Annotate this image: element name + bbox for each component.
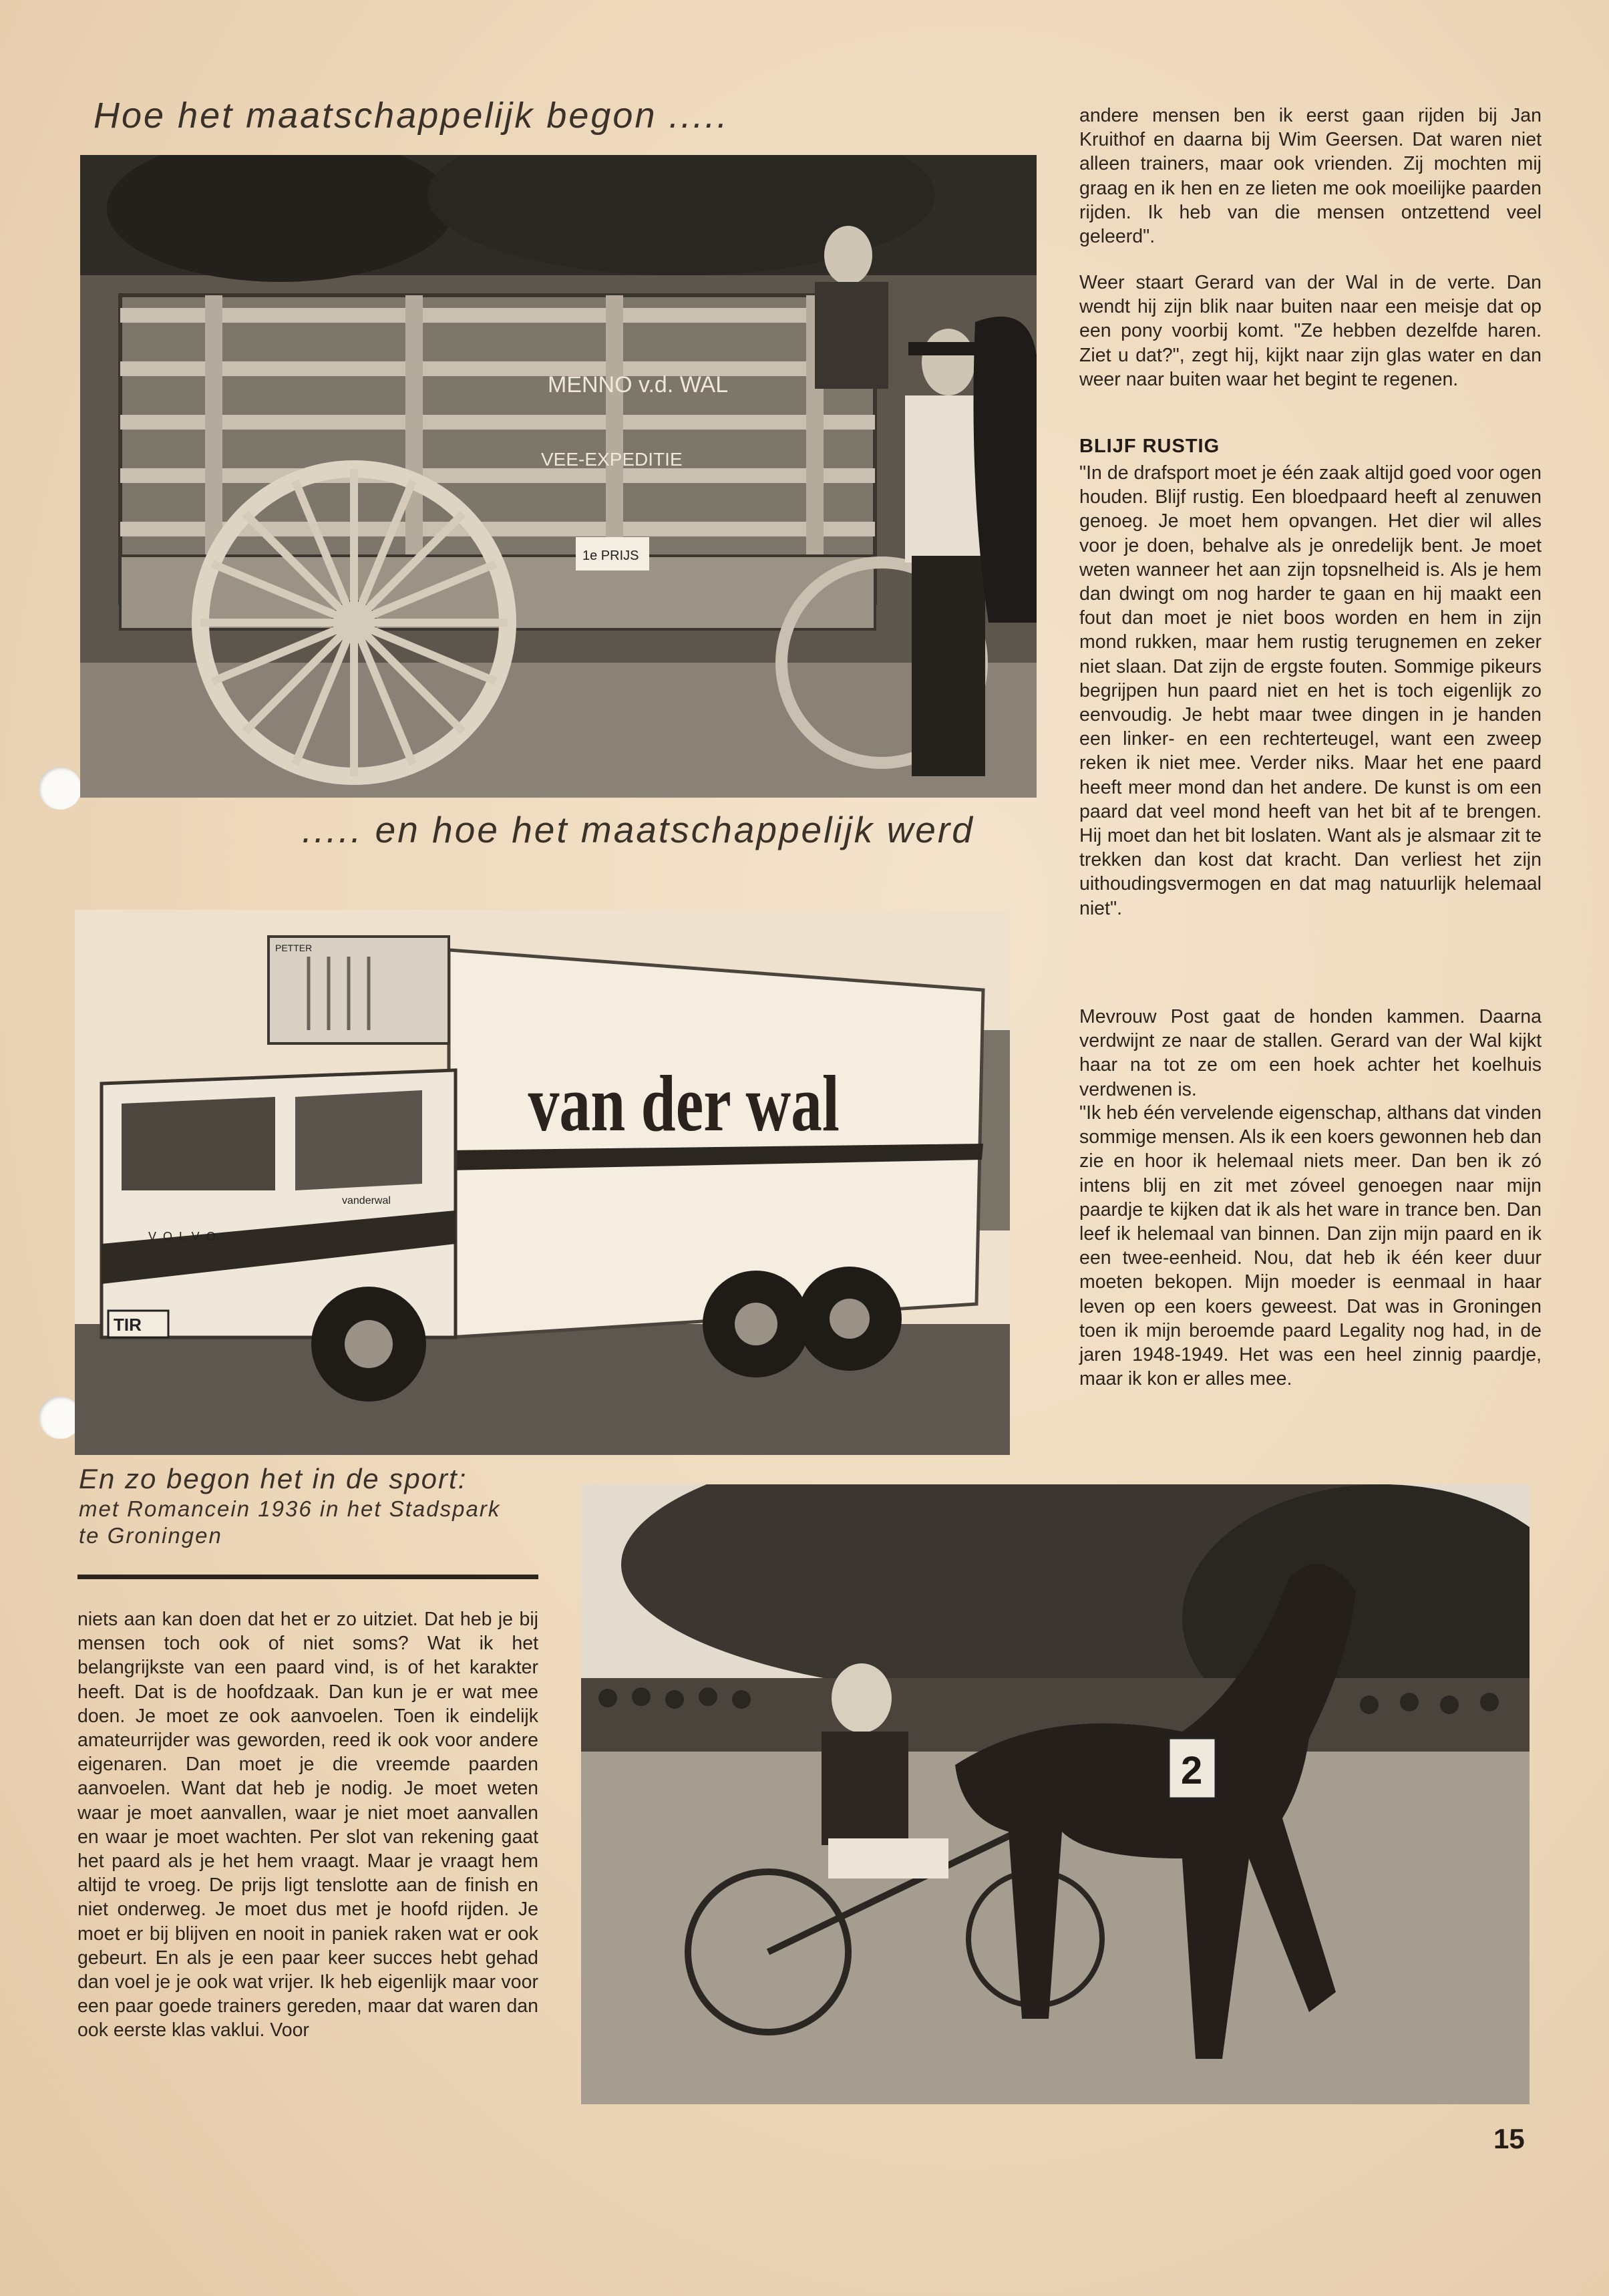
right-column-para1: andere mensen ben ik eerst gaan rijden bij Jan Kruithof en daarna bij Wim Geersen. Dat waren niet alleen trainers, maar ook vrienden. Zij mochten mij graag en ik hen en ze lieten me ook moeilijke paarden rijden. Ik heb van die mensen ontzettend veel geleerd". [1079,105,1542,248]
wagon-text-owner: MENNO v.d. WAL [548,372,729,397]
photo-cattle-wagon [80,155,1037,798]
wagon-prize-sign: 1e PRIJS [582,548,639,563]
unit-label: PETTER [275,943,313,953]
punch-hole-top [39,767,81,810]
page-number: 15 [1493,2123,1525,2154]
tir-badge: TIR [114,1315,142,1335]
right-column-para3: "In de drafsport moet je één zaak altijd goed voor ogen houden. Blijf rustig. Een bloedpaard heeft al zenuwen genoeg. Je moet hem opvangen. Het dier wil alles voor je doen, behalve als je onredelijk bent. Je moet weten wanneer het aan zijn topsnelheid is. Als je hem dan dwingt om nog harder te gaan en hij maakt een fout dan moet je niet boos worden en hem in zijn mond rukken, maar hem rustig terugnemen en zeker niet slaan. Dat zijn de ergste fouten. Sommige pikeurs begrijpen hun paard niet en het is toch eigenlijk zo eenvoudig. Je hebt maar twee dingen in je handen een linker- en een rechterteugel, want een zweep reken ik niet mee. Verder niks. Maar het ene paard heeft meer mond dan het andere. De kunst is om een paard dat veel mond heeft van het bit af te brengen. Hij moet dan het bit loslaten. Want als je alsmaar zit te trekken dan kost dat kracht. Dan verliest het zijn uithoudingsvermogen en dat mag natuurlijk helemaal niet". [1079,462,1542,919]
truck-brand-lettering: van der wal [528,1059,840,1148]
caption-rule [77,1575,538,1579]
cab-logo: vanderwal [342,1195,391,1206]
caption-top: Hoe het maatschappelijk begon ..... [94,96,729,136]
cab-brand: VOLVO [148,1230,222,1243]
caption-sport-line2: met Romancein 1936 in het Stadspark [79,1496,501,1521]
race-number: 2 [1181,1749,1203,1792]
caption-sport-line1: En zo begon het in de sport: [79,1463,468,1494]
right-column-para5: "Ik heb één vervelende eigenschap, althans dat vinden sommige mensen. Als ik een koers gewonnen heb dan zie en hoor ik helemaal niets meer. Dan ben ik zó intens blij en zit met zóveel genoegen naar mijn paardje te kijken dat ik als het ware in trance ben. Dan leef ik helemaal van binnen. Dan zijn mijn paard en ik een twee-eenheid. Nou, dat heb ik één keer duur moeten bekopen. Mijn moeder is eenmaal in haar leven op een koers geweest. Dat was in Groningen toen ik mijn beroemde paard Legality nog had, in de jaren 1948-1949. Het was een heel zinnig paardje, maar ik kon er alles mee. [1079,1102,1542,1390]
wagon-text-business: VEE-EXPEDITIE [541,449,683,470]
caption-sport-line3: te Groningen [79,1523,222,1548]
right-column-para2: Weer staart Gerard van der Wal in de verte. Dan wendt hij zijn blik naar buiten naar een meisje dat op een pony voorbij komt. "Ze hebben dezelfde haren. Ziet u dat?", zegt hij, kijkt naar zijn glas water en dan weer naar buiten waar het begint te regenen. [1079,272,1542,390]
section-heading-blijf-rustig: BLIJF RUSTIG [1079,436,1220,457]
photo-harness-race [581,1484,1530,2104]
caption-middle: ..... en hoe het maatschappelijk werd [302,809,974,850]
right-column-para4: Mevrouw Post gaat de honden kammen. Daarna verdwijnt ze naar de stallen. Gerard van der Wal kijkt haar na tot ze om een hoek achter het koelhuis verdwenen is. [1079,1006,1542,1100]
left-column-text: niets aan kan doen dat het er zo uitziet. Dat heb je bij mensen toch ook of niet soms? Wat ik het belangrijkste van een paard vind, is of het karakter heeft. Dat is de hoofdzaak. Dan kun je er wat mee doen. Je moet ze ook aanvoelen. Toen ik eindelijk amateurrijder was geworden, reed ik ook voor andere eigenaren. Dan moet je die vreemde paarden aanvoelen. Want dat heb je nodig. Je moet weten waar je moet aanvallen, waar je niet moet aanvallen en waar je moet wachten. Per slot van rekening gaat het paard als je het hem vraagt. Maar je vraagt hem altijd te vroeg. De prijs ligt tenslotte aan de finish en niet onderweg. Je moet dus met je hoofd rijden. Je moet er bij blijven en nooit in paniek raken wat er ook gebeurt. En als je een paar keer succes hebt gehad dan voel je je ook wat vrijer. Ik heb eigenlijk maar voor een paar goede trainers gereden, maar dat waren dan ook eerste klas vaklui. Voor [77,1609,538,2041]
photo-truck [75,910,1010,1455]
